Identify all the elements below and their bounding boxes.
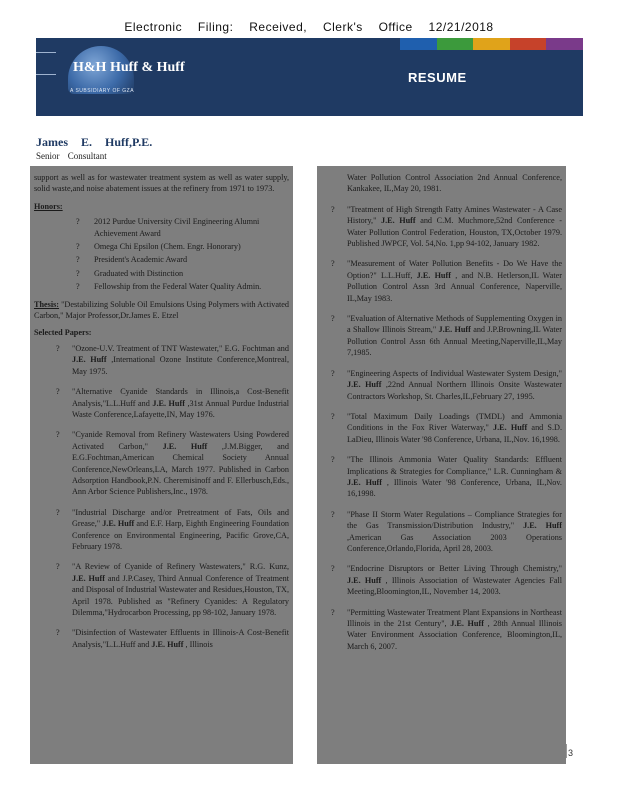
papers-heading: Selected Papers: bbox=[34, 328, 92, 338]
paper-author: J.E. Huff bbox=[102, 519, 135, 529]
honor-text: 2012 Purdue University Civil Engineering Alumni Achievement Award bbox=[94, 217, 260, 238]
paper-item bbox=[321, 607, 562, 653]
paper-text: "Ozone-U.V. Treatment of TNT Wastewater," E.G. Fochtman and bbox=[72, 343, 289, 353]
bullet-icon: ? bbox=[331, 564, 335, 574]
paper-text: and E.F. Harp, Eighth Engineering Foundation Conference on Environmental Engineering, Pacific Grove,CA, February 1978. bbox=[72, 519, 290, 551]
bullet-icon: ? bbox=[76, 268, 80, 278]
paper-item bbox=[34, 386, 289, 420]
paper-text: , Illinois bbox=[183, 639, 213, 649]
bullet-icon: ? bbox=[331, 509, 335, 519]
paper-author: J.E. Huff bbox=[347, 477, 382, 487]
paper-text: "Phase II Storm Water Regulations – Compliance Strategies for the Gas Transmission/Distribution Industry," bbox=[347, 509, 562, 531]
bullet-icon: ? bbox=[76, 255, 80, 265]
bullet-icon: ? bbox=[56, 628, 60, 638]
company-logo-subtitle: A SUBSIDIARY OF GZA bbox=[70, 88, 135, 94]
filing-stamp: Electronic Filing: Received, Clerk's Office 12/21/2018 bbox=[124, 20, 494, 34]
paper-author: J.E. Huff bbox=[151, 639, 184, 649]
intro-paragraph: support as well as for wastewater treatment system as well as water supply, solid waste,and noise abatement issues at the refinery from 1971 to 1973. bbox=[34, 173, 289, 194]
honor-text: Fellowship from the Federal Water Quality Admin. bbox=[94, 282, 262, 292]
paper-item bbox=[34, 343, 289, 377]
paper-author: J.E. Huff bbox=[347, 380, 382, 390]
stripe bbox=[546, 38, 583, 50]
paper-text: ,J.M.Bigger, and E.G.Fochtman,American Chemical Society Annual Conference,NewOrleans,LA, March 1977. Published in Carbon Adsorption Handbook,P.N. Cheremisinoff and F. Ellerbusch,Eds., Ann Arbor Science Publishers,Inc., 1978. bbox=[72, 441, 289, 497]
bullet-icon: ? bbox=[56, 507, 60, 517]
paper-author: J.E. Huff bbox=[72, 573, 105, 583]
paper-item bbox=[34, 561, 289, 618]
paper-author: J.E. Huff bbox=[347, 575, 382, 585]
stripe bbox=[473, 38, 510, 50]
paper-item bbox=[321, 368, 562, 402]
papers-list-continued bbox=[321, 204, 562, 652]
right-column bbox=[317, 166, 566, 764]
left-column bbox=[30, 166, 293, 764]
paper-item bbox=[34, 429, 289, 497]
paper-text: , Illinois Association of Wastewater Agencies Fall Meeting,Bloomington,IL, November 14, 2003. bbox=[347, 575, 562, 597]
honor-item bbox=[34, 254, 289, 265]
paper-text: ,American Gas Association 2003 Operations Conference,Orlando,Florida, April 28, 2003. bbox=[347, 532, 562, 553]
paper-item bbox=[321, 313, 562, 359]
bullet-icon: ? bbox=[56, 387, 60, 397]
paper-text: ,International Ozone Institute Conference,Montreal, May 1975. bbox=[72, 355, 289, 376]
honor-text: President's Academic Award bbox=[94, 255, 188, 265]
thesis-label: Thesis: bbox=[34, 299, 60, 309]
page-number: 3 bbox=[568, 748, 574, 758]
stripe bbox=[437, 38, 474, 50]
bullet-icon: ? bbox=[331, 368, 335, 378]
bullet-icon: ? bbox=[56, 343, 60, 353]
paper-text: and S.D. LaDieu, Illinois Water '98 Conference, Urbana, IL,Nov. 16,1998. bbox=[347, 423, 562, 444]
bullet-icon: ? bbox=[76, 242, 80, 252]
bullet-icon: ? bbox=[76, 282, 80, 292]
paper-text: "Cyanide Removal from Refinery Wastewaters Using Powdered Activated Carbon," bbox=[72, 430, 289, 451]
thesis bbox=[34, 299, 289, 322]
paper-text: ,31st Annual Purdue Industrial Waste Conference,Lafayette,IN, May 1976. bbox=[72, 398, 289, 419]
bullet-icon: ? bbox=[56, 430, 60, 440]
bullet-icon: ? bbox=[331, 314, 335, 324]
honor-text: Graduated with Distinction bbox=[94, 268, 184, 278]
paper-text: "Alternative Cyanide Standards in Illinois,a Cost-Benefit Analysis,"L.L.Huff and bbox=[72, 387, 289, 408]
bullet-icon: ? bbox=[56, 562, 60, 572]
paper-text: , and N.B. Hetlerson,IL Water Pollution Control Assn 3rd Annual Conference, Naperville, IL,May 1983. bbox=[347, 270, 562, 303]
paper-item bbox=[321, 454, 562, 500]
paper-text: "Endocrine Disruptors or Better Living Through Chemistry," bbox=[347, 564, 562, 574]
bullet-icon: ? bbox=[331, 607, 335, 617]
paper-item bbox=[321, 258, 562, 304]
paper-author: J.E. Huff bbox=[381, 216, 416, 226]
paper-text: and J.P.Casey, Third Annual Conference of Treatment and Disposal of Industrial Wastewater and Residues,Houston, TX, April 1978. Published as "Refinery Cyanides: A Regulatory Dilemma,"Hydrocarbon Processing, pp 98-102, January 1978. bbox=[72, 573, 289, 617]
person-name: James E. Huff,P.E. bbox=[36, 135, 153, 149]
paper-author: J.E. Huff bbox=[493, 423, 528, 433]
paper-author: J.E. Huff bbox=[416, 270, 451, 280]
paper-text: "Disinfection of Wastewater Effluents in Illinois-A Cost-Benefit Analysis,"L.L.Huff and bbox=[72, 628, 289, 649]
honor-item bbox=[34, 268, 289, 279]
honor-item bbox=[34, 241, 289, 252]
paper-text: , Illinois Water '98 Conference, Urbana, IL,Nov. 16,1998. bbox=[347, 477, 562, 499]
papers-list bbox=[34, 343, 289, 650]
paper-text: "Treatment of High Strength Fatty Amines Wastewater - A Case History," bbox=[347, 204, 562, 226]
banner-divider bbox=[36, 52, 56, 53]
paper-author: J.E. Huff bbox=[438, 325, 471, 335]
paper-text: , 28th Annual Illinois Water Environment Association Conference, Bloomington,IL, March 6, 2007. bbox=[347, 619, 562, 651]
paper-author: J.E. Huff bbox=[450, 619, 484, 628]
company-logo-text: H&H Huff & Huff bbox=[73, 60, 185, 75]
paper-text: ,22nd Annual Northern Illinois Onsite Wastewater Contractors Workshop, St. Charles,IL,February 27, 1995. bbox=[347, 380, 562, 401]
honor-text: Omega Chi Epsilon (Chem. Engr. Honorary) bbox=[94, 242, 241, 252]
thesis-text: "Destabilizing Soluble Oil Emulsions Using Polymers with Activated Carbon," Major Professor,Dr.James E. Etzel bbox=[34, 299, 289, 321]
paper-text: "Measurement of Water Pollution Benefits - Do We Have the Option?" L.L.Huff, bbox=[347, 259, 562, 280]
paper-author: J.E. Huff bbox=[523, 521, 562, 531]
banner-divider bbox=[36, 74, 56, 75]
paper-item bbox=[321, 411, 562, 445]
paper-item bbox=[34, 507, 289, 553]
bullet-icon: ? bbox=[331, 204, 335, 214]
paper-text: and C.M. Muchmore,52nd Conference - Water Pollution Control Federation, Houston, TX,October 1979. Published JWPCF, Vol. 54,No. 1,pp 94-102, January 1982. bbox=[347, 216, 562, 249]
paper-item bbox=[321, 509, 562, 555]
honors-heading: Honors: bbox=[34, 201, 63, 211]
continued-paper: Water Pollution Control Association 2nd Annual Conference, Kankakee, IL,May 20, 1981. bbox=[347, 173, 562, 194]
paper-text: "Total Maximum Daily Loadings (TMDL) and Ammonia Conditions in the Fox River Waterway," bbox=[347, 411, 562, 433]
paper-author: J.E. Huff bbox=[152, 398, 185, 408]
honors-list bbox=[34, 216, 289, 292]
paper-text: "The Illinois Ammonia Water Quality Standards: Effluent Implications & Strategies for Compliance," L.R. Cunningham & bbox=[347, 455, 562, 476]
paper-author: J.E. Huff bbox=[162, 441, 208, 451]
paper-text: "Engineering Aspects of Individual Wastewater System Design," bbox=[347, 368, 562, 378]
paper-item bbox=[321, 204, 562, 250]
paper-text: "A Review of Cyanide of Refinery Wastewaters," R.G. Kunz, bbox=[72, 562, 289, 572]
paper-text: and J.P.Browning,IL Water Pollution Control Assn 6th Annual Meeting,Naperville,IL,May 7,1985. bbox=[347, 325, 562, 358]
bullet-icon: ? bbox=[331, 259, 335, 269]
section-label: RESUME bbox=[408, 70, 467, 85]
paper-author: J.E. Huff bbox=[72, 355, 107, 365]
person-title: Senior Consultant bbox=[36, 151, 107, 161]
color-stripes bbox=[400, 38, 583, 50]
paper-text: "Permitting Wastewater Treatment Plant Expansions in Northeast Illinois in the 21st Century", bbox=[347, 607, 562, 628]
paper-text: "Evaluation of Alternative Methods of Supplementing Oxygen in a Shallow Illinois Stream," bbox=[347, 314, 562, 335]
bullet-icon: ? bbox=[331, 455, 335, 465]
bullet-icon: ? bbox=[331, 411, 335, 421]
page-number-divider bbox=[566, 744, 567, 758]
honor-item bbox=[34, 281, 289, 292]
paper-item bbox=[34, 627, 289, 650]
stripe bbox=[510, 38, 547, 50]
paper-item bbox=[321, 563, 562, 597]
paper-text: "Industrial Discharge and/or Pretreatment of Fats, Oils and Grease," bbox=[72, 507, 289, 529]
stripe bbox=[400, 38, 437, 50]
bullet-icon: ? bbox=[76, 217, 80, 227]
honor-item bbox=[34, 216, 289, 239]
